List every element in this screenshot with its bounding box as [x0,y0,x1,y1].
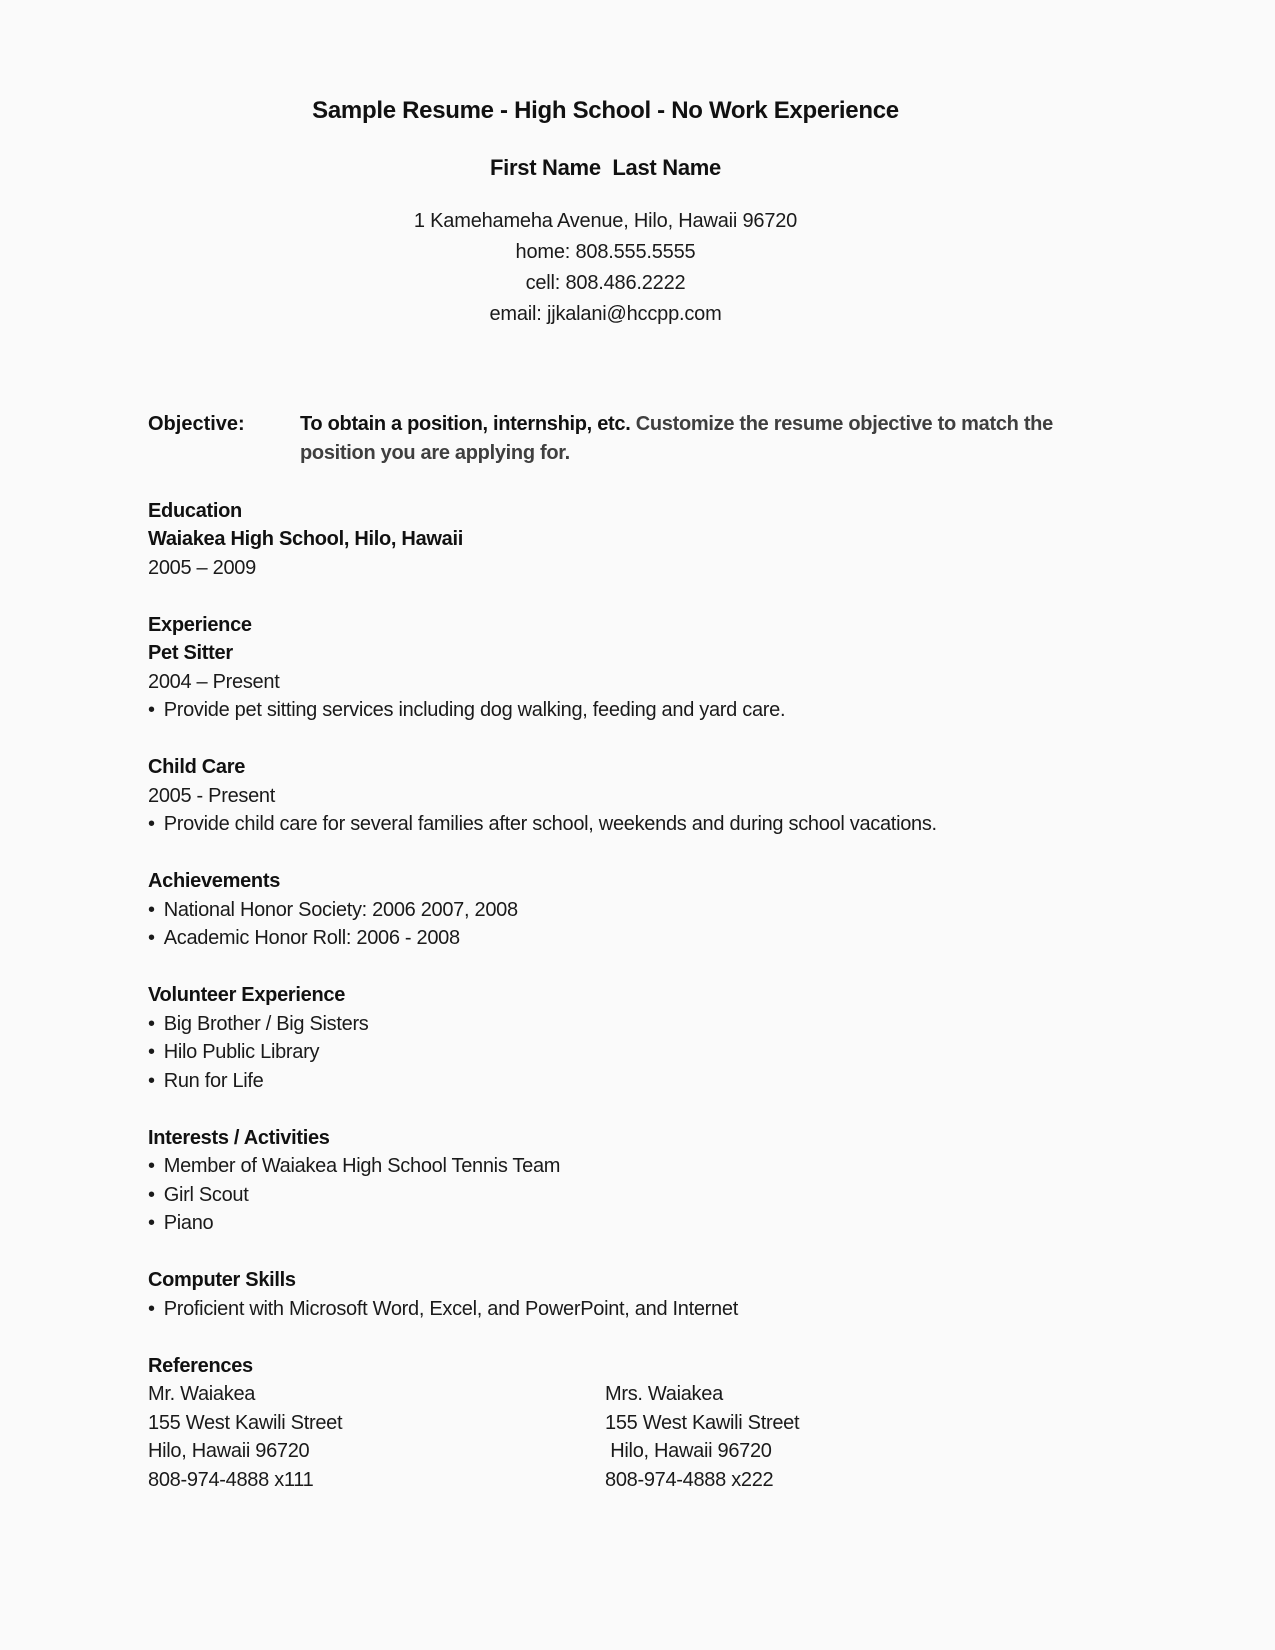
job-dates: 2004 – Present [148,670,280,693]
computer-skills-section [148,1266,1063,1323]
education-dates: 2005 – 2009 [148,556,256,579]
bullet-marker: • [148,898,155,921]
reference-name: Mrs. Waiakea [605,1383,723,1405]
references-section [148,1352,1063,1495]
bullet-text: Big Brother / Big Sisters [163,1012,369,1035]
reference-contact [148,1380,605,1494]
bullet-marker: • [148,1012,155,1035]
bullet-item [148,810,1063,839]
bullet-item [148,1067,1063,1096]
bullet-item [148,1152,1063,1181]
section-heading-experience: Experience [148,613,252,636]
reference-phone: 808-974-4888 x111 [148,1468,314,1491]
home-phone-line: home: 808.555.5555 [515,241,696,263]
bullet-item [148,924,1063,953]
bullet-marker: • [148,1183,155,1206]
bullet-text: Hilo Public Library [163,1041,320,1063]
education-school: Waiakea High School, Hilo, Hawaii [148,528,463,550]
section-heading-interests: Interests / Activities [148,1126,330,1149]
email-line: email: jjkalani@hccpp.com [489,303,722,325]
bullet-text: Provide pet sitting services including dog walking, feeding and yard care. [163,699,786,721]
doc-title: Sample Resume - High School - No Work Experience [312,97,899,124]
objective-section [148,410,1063,468]
bullet-marker: • [148,699,155,721]
bullet-text: Proficient with Microsoft Word, Excel, and PowerPoint, and Internet [163,1297,738,1320]
resume-header [148,96,1063,330]
job-dates: 2005 - Present [148,784,275,807]
candidate-name: First Name Last Name [490,155,721,180]
experience-section [148,611,1063,839]
objective-text-primary: To obtain a position, internship, etc. [300,413,636,435]
objective-text [300,410,1063,468]
bullet-text: Girl Scout [163,1183,249,1206]
bullet-text: Provide child care for several families after school, weekends and during school vacations. [163,813,937,835]
experience-job [148,753,1063,839]
volunteer-section [148,981,1063,1095]
reference-street: 155 West Kawili Street [148,1411,343,1434]
bullet-item [148,1295,1063,1324]
reference-name: Mr. Waiakea [148,1383,256,1405]
section-heading-references: References [148,1354,253,1377]
bullet-text: Member of Waiakea High School Tennis Team [163,1155,561,1177]
bullet-marker: • [148,927,155,949]
contact-block [148,206,1063,330]
bullet-item [148,1181,1063,1210]
bullet-marker: • [148,1041,155,1063]
section-heading-achievements: Achievements [148,870,281,892]
bullet-item [148,896,1063,925]
section-heading-education: Education [148,499,242,522]
experience-job [148,639,1063,725]
bullet-item [148,696,1063,725]
reference-street: 155 West Kawili Street [605,1411,800,1434]
bullet-item [148,1209,1063,1238]
bullet-text: Run for Life [163,1069,264,1092]
bullet-item [148,1038,1063,1067]
bullet-text: Academic Honor Roll: 2006 - 2008 [163,927,460,949]
address-line: 1 Kamehameha Avenue, Hilo, Hawaii 96720 [413,210,798,232]
objective-label: Objective: [148,413,245,435]
bullet-marker: • [148,813,155,835]
section-heading-volunteer: Volunteer Experience [148,984,346,1006]
bullet-marker: • [148,1155,155,1177]
job-title: Pet Sitter [148,642,233,664]
reference-phone: 808-974-4888 x222 [605,1468,774,1491]
reference-city: Hilo, Hawaii 96720 [148,1440,310,1462]
section-heading-computer-skills: Computer Skills [148,1269,296,1291]
bullet-text: National Honor Society: 2006 2007, 2008 [163,898,518,921]
reference-contact [605,1380,1062,1494]
cell-phone-line: cell: 808.486.2222 [525,272,686,294]
bullet-marker: • [148,1069,155,1092]
reference-city: Hilo, Hawaii 96720 [605,1440,772,1462]
bullet-text: Piano [163,1212,214,1234]
bullet-marker: • [148,1212,155,1234]
bullet-item [148,1010,1063,1039]
bullet-marker: • [148,1297,155,1320]
references-grid [148,1380,1063,1494]
education-section [148,497,1063,583]
job-title: Child Care [148,756,246,778]
achievements-section [148,867,1063,953]
interests-section [148,1124,1063,1238]
objective-text-secondary: Customize the resume objective to match the position you are applying for. [300,413,1059,464]
